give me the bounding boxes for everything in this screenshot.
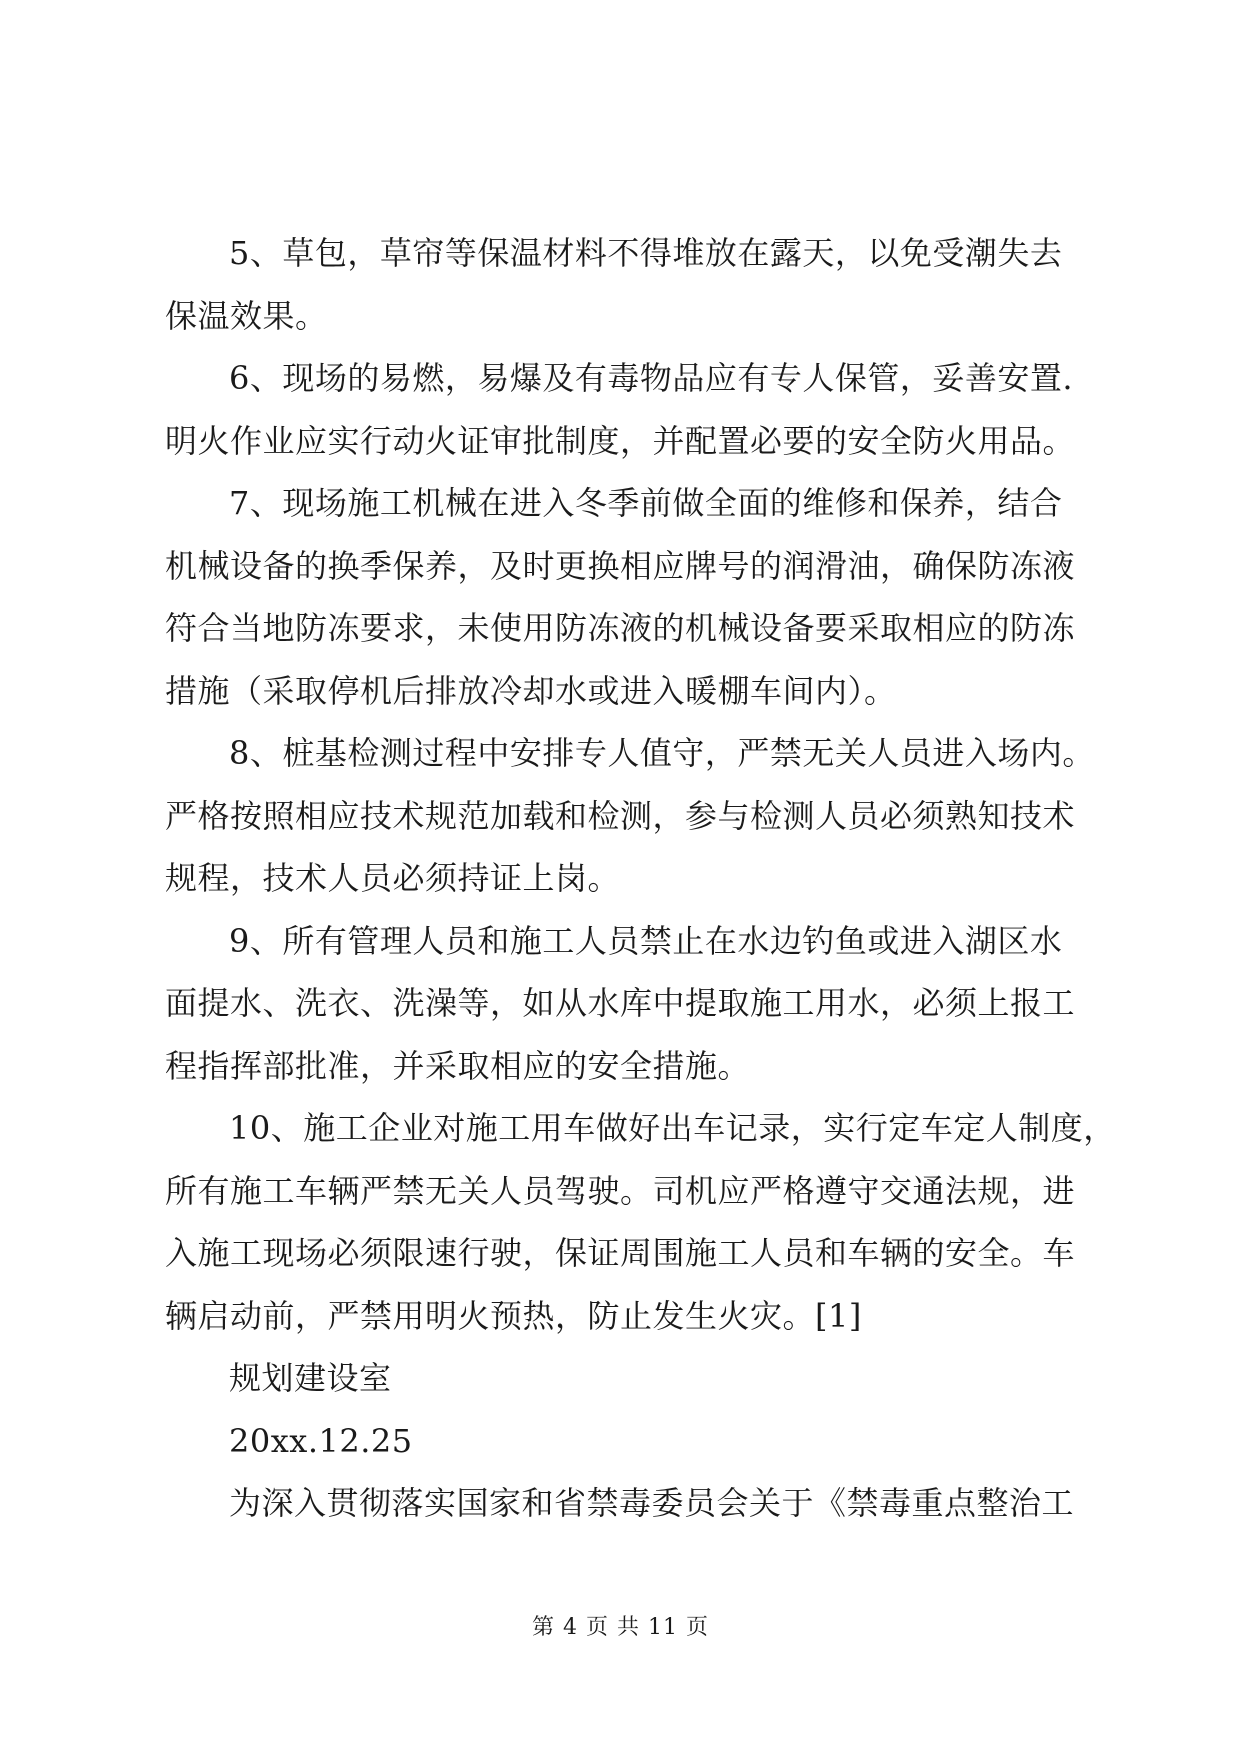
text-line: 严格按照相应技术规范加载和检测，参与检测人员必须熟知技术 bbox=[165, 796, 1076, 835]
text-line: 机械设备的换季保养，及时更换相应牌号的润滑油，确保防冻液 bbox=[165, 546, 1076, 585]
page-footer: 第 4 页 共 11 页 bbox=[532, 1615, 709, 1640]
text-line: 5、草包，草帘等保温材料不得堆放在露天，以免受潮失去 bbox=[229, 234, 1063, 272]
text-line: 7、现场施工机械在进入冬季前做全面的维修和保养，结合 bbox=[229, 484, 1063, 522]
text-line: 面提水、洗衣、洗澡等，如从水库中提取施工用水，必须上报工 bbox=[165, 984, 1076, 1022]
text-line: 程指挥部批准，并采取相应的安全措施。 bbox=[165, 1046, 751, 1085]
text-line: 保温效果。 bbox=[165, 296, 328, 335]
text-line: 规划建设室 bbox=[229, 1359, 392, 1397]
text-line: 符合当地防冻要求，未使用防冻液的机械设备要采取相应的防冻 bbox=[165, 609, 1076, 647]
text-line: 9、所有管理人员和施工人员禁止在水边钓鱼或进入湖区水 bbox=[229, 921, 1063, 960]
text-line: 辆启动前，严禁用明火预热，防止发生火灾。[1] bbox=[165, 1296, 862, 1335]
text-line: 规程，技术人员必须持证上岗。 bbox=[165, 859, 621, 897]
text-line: 10、施工企业对施工用车做好出车记录，实行定车定人制度， bbox=[229, 1109, 1116, 1147]
text-line: 措施（采取停机后排放冷却水或进入暖棚车间内）。 bbox=[165, 671, 897, 710]
text-line: 20xx.12.25 bbox=[229, 1421, 413, 1460]
text-line: 为深入贯彻落实国家和省禁毒委员会关于《禁毒重点整治工 bbox=[229, 1484, 1075, 1522]
text-line: 8、桩基检测过程中安排专人值守，严禁无关人员进入场内。 bbox=[229, 734, 1095, 772]
text-line: 明火作业应实行动火证审批制度，并配置必要的安全防火用品。 bbox=[165, 421, 1076, 460]
text-line: 入施工现场必须限速行驶，保证周围施工人员和车辆的安全。车 bbox=[165, 1234, 1076, 1272]
document-body bbox=[165, 222, 1116, 1535]
text-line: 6、现场的易燃，易爆及有毒物品应有专人保管，妥善安置. bbox=[229, 359, 1074, 397]
text-line: 所有施工车辆严禁无关人员驾驶。司机应严格遵守交通法规，进 bbox=[165, 1171, 1076, 1210]
